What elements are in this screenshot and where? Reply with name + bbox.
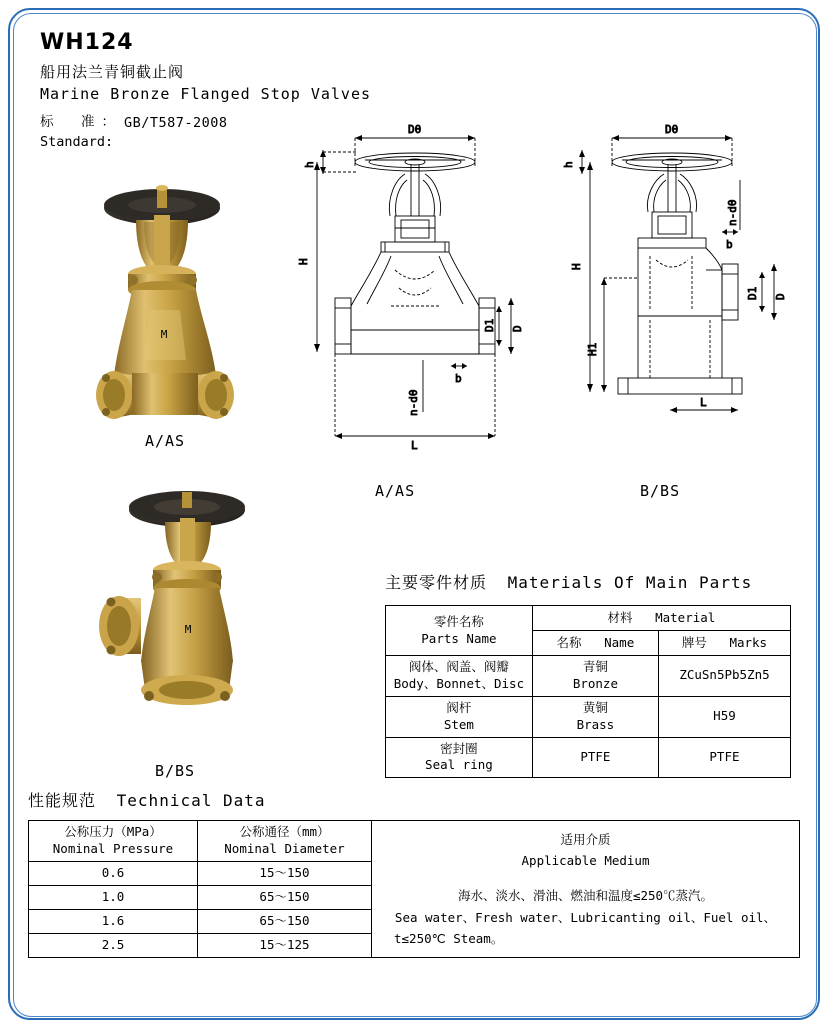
material-cn: 材料 (607, 609, 633, 625)
materials-table (385, 605, 791, 778)
material-name-1-cn: 黄铜 (582, 699, 608, 715)
photo-caption-a-as: A/AS (144, 432, 186, 450)
material-part-2 (386, 737, 533, 778)
materials-header-parts (386, 606, 533, 656)
technical-data-table (28, 820, 800, 958)
material-part-2-cn: 密封圈 (440, 740, 478, 756)
technical-title-en: Technical Data (116, 791, 266, 810)
drawing-caption-a-as: A/AS (375, 482, 416, 500)
tech-pressure-0: 0.6 (29, 861, 198, 885)
parts-name-cn: 零件名称 (433, 613, 484, 629)
tech-header-medium (380, 829, 791, 872)
product-title-en: Marine Bronze Flanged Stop Valves (40, 85, 372, 103)
svg-text:L: L (700, 396, 707, 409)
tech-diameter-2: 65～150 (198, 909, 372, 933)
svg-text:b: b (455, 372, 462, 385)
materials-header-marks (658, 631, 790, 656)
tech-header-diameter-cn: 公称通径（mm） (239, 824, 330, 839)
name-en: Name (604, 634, 635, 650)
table-row (386, 737, 791, 778)
tech-medium-en-1: Sea water、Fresh water、Lubricanting oil、Fuel oil、 (394, 909, 777, 925)
valve-photo-a-as (40, 160, 290, 425)
tech-pressure-3: 2.5 (29, 933, 198, 957)
table-row (386, 606, 791, 631)
materials-title-en: Materials Of Main Parts (507, 573, 753, 592)
tech-pressure-1: 1.0 (29, 885, 198, 909)
svg-text:M: M (184, 623, 192, 636)
svg-text:D0: D0 (665, 123, 679, 136)
svg-text:b: b (726, 238, 733, 251)
material-name-0-en: Bronze (572, 675, 618, 691)
svg-text:D1: D1 (746, 286, 759, 300)
model-code: WH124 (40, 30, 134, 55)
tech-diameter-1: 65～150 (198, 885, 372, 909)
svg-text:L: L (411, 439, 418, 452)
material-name-0 (532, 656, 658, 697)
table-row (29, 821, 800, 862)
material-name-1-en: Brass (576, 716, 615, 732)
material-part-0-cn: 阀体、阀盖、阀瓣 (408, 659, 509, 674)
product-title-cn: 船用法兰青铜截止阀 (40, 63, 185, 81)
material-part-2-en: Seal ring (425, 757, 493, 773)
material-part-1-en: Stem (443, 716, 474, 732)
tech-diameter-3: 15～125 (198, 933, 372, 957)
svg-text:D1: D1 (483, 318, 496, 332)
tech-diameter-0: 15～150 (198, 861, 372, 885)
tech-header-pressure-en: Nominal Pressure (52, 840, 174, 856)
technical-section-title (28, 788, 266, 811)
tech-header-pressure (29, 821, 198, 862)
svg-text:H: H (570, 263, 583, 270)
material-part-1 (386, 696, 533, 737)
standard-label-cn: 标 准： (40, 114, 122, 130)
table-row (386, 696, 791, 737)
material-part-0 (386, 656, 533, 697)
svg-text:n-d0: n-d0 (726, 199, 739, 226)
tech-header-diameter (198, 821, 372, 862)
photo-caption-b-bs: B/BS (154, 762, 196, 780)
material-name-1 (532, 696, 658, 737)
svg-text:H1: H1 (586, 342, 599, 356)
technical-title-cn: 性能规范 (28, 791, 97, 810)
svg-text:D: D (774, 293, 787, 300)
svg-text:h: h (562, 161, 575, 168)
valve-photo-b-bs (45, 478, 295, 763)
materials-header-material (532, 606, 790, 631)
tech-header-diameter-en: Nominal Diameter (224, 840, 345, 856)
tech-medium-cell (372, 821, 800, 958)
material-en: Material (655, 609, 716, 625)
tech-header-pressure-cn: 公称压力（MPa） (64, 824, 162, 839)
svg-text:M: M (160, 328, 168, 341)
material-marks-1: H59 (658, 696, 790, 737)
engineering-drawing-b-bs (560, 120, 795, 480)
standard-value: GB/T587-2008 (124, 115, 228, 131)
parts-name-en: Parts Name (421, 630, 497, 646)
marks-en: Marks (729, 634, 768, 650)
tech-pressure-2: 1.6 (29, 909, 198, 933)
material-name-0-cn: 青铜 (582, 659, 608, 674)
materials-section-title (385, 570, 752, 593)
drawing-caption-b-bs: B/BS (640, 482, 681, 500)
engineering-drawing-a-as (295, 120, 535, 480)
tech-medium-cn: 海水、淡水、滑油、燃油和温度≤250℃蒸汽。 (457, 888, 714, 904)
tech-medium-en-2: t≤250℃ Steam。 (394, 930, 504, 946)
svg-text:h: h (303, 161, 316, 168)
marks-cn: 牌号 (681, 634, 707, 650)
svg-text:H: H (297, 258, 310, 265)
svg-text:n-d0: n-d0 (407, 389, 420, 416)
svg-text:D: D (511, 325, 524, 332)
material-marks-0: ZCuSn5Pb5Zn5 (658, 656, 790, 697)
svg-text:D0: D0 (408, 123, 422, 136)
tech-header-medium-cn: 适用介质 (560, 831, 611, 847)
materials-title-cn: 主要零件材质 (385, 573, 488, 592)
tech-header-medium-en: Applicable Medium (521, 853, 650, 868)
material-marks-2: PTFE (658, 737, 790, 778)
standard-label-en: Standard: (40, 133, 114, 150)
standard-label (40, 113, 124, 152)
name-cn: 名称 (556, 634, 582, 650)
materials-header-name (532, 631, 658, 656)
material-part-0-en: Body、Bonnet、Disc (393, 675, 525, 691)
table-row (386, 656, 791, 697)
material-part-1-cn: 阀杆 (446, 699, 472, 715)
material-name-2: PTFE (532, 737, 658, 778)
